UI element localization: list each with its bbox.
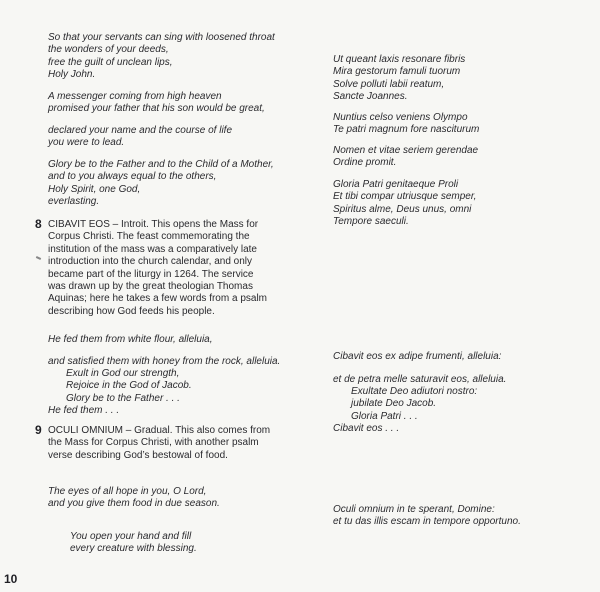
text-line: Ut queant laxis resonare fibris xyxy=(333,54,466,65)
cibavit-english-repeat xyxy=(48,405,119,417)
oculi-english-stanza-1 xyxy=(48,486,220,511)
text-line: You open your hand and fill xyxy=(70,531,192,542)
text-line: everlasting. xyxy=(48,196,100,208)
text-line: became part of the liturgy in 1264. The service xyxy=(48,268,254,280)
text-line: Aquinas; here he takes a few words from a psalm xyxy=(48,293,267,305)
text-line: every creature with blessing. xyxy=(70,543,197,555)
track-8-description xyxy=(48,219,267,318)
oculi-latin-stanza-1 xyxy=(333,504,521,529)
track-number-9: 9 xyxy=(35,423,42,437)
hymn-english-stanza-2 xyxy=(48,91,265,116)
hymn-latin-stanza-1 xyxy=(333,54,465,104)
text-line: He fed them . . . xyxy=(48,405,120,416)
text-line: He fed them from white flour, alleluia, xyxy=(48,334,213,345)
text-line: Cibavit eos . . . xyxy=(333,423,400,434)
text-line: A messenger coming from high heaven xyxy=(48,91,222,102)
hymn-latin-stanza-4 xyxy=(333,179,476,229)
text-line: Exultate Deo adiutori nostro: xyxy=(351,386,478,397)
text-line: the Mass for Corpus Christi, with another psalm xyxy=(48,437,259,449)
text-line: Oculi omnium in te sperant, Domine: xyxy=(333,504,495,515)
cibavit-english-line-1 xyxy=(48,334,213,346)
text-line: et tu das illis escam in tempore opportuno. xyxy=(333,516,521,528)
track-number-8: 8 xyxy=(35,217,42,231)
text-line: Solve polluti labii reatum, xyxy=(333,78,445,90)
text-line: Mira gestorum famuli tuorum xyxy=(333,66,461,78)
text-line: and satisfied them with honey from the rock, alleluia. xyxy=(48,356,281,367)
text-line: describing how God feeds his people. xyxy=(48,305,215,317)
text-line: declared your name and the course of life xyxy=(48,125,232,136)
hymn-english-stanza-4 xyxy=(48,159,274,209)
text-line: and to you always equal to the others, xyxy=(48,171,217,183)
text-line: Holy John. xyxy=(48,69,96,81)
text-line: Glory be to the Father . . . xyxy=(66,392,180,404)
text-line: jubilate Deo Jacob. xyxy=(351,398,437,410)
text-line: Et tibi compar utriusque semper, xyxy=(333,191,477,203)
text-line: Cibavit eos ex adipe frumenti, alleluia: xyxy=(333,351,502,362)
text-line: introduction into the church calendar, and only xyxy=(48,256,253,268)
text-line: Tempore saeculi. xyxy=(333,216,409,228)
hymn-english-stanza-1 xyxy=(48,32,275,82)
text-line: Nomen et vitae seriem gerendae xyxy=(333,145,479,156)
text-line: So that your servants can sing with loosened throat xyxy=(48,32,275,43)
text-line: verse describing God’s bestowal of food. xyxy=(48,449,228,461)
track-9-description xyxy=(48,425,270,462)
text-line: Ordine promit. xyxy=(333,157,397,169)
text-line: CIBAVIT EOS – Introit. This opens the Mass for xyxy=(48,219,259,230)
text-line: Spiritus alme, Deus unus, omni xyxy=(333,203,472,215)
text-line: Holy Spirit, one God, xyxy=(48,183,141,195)
text-line: OCULI OMNIUM – Gradual. This also comes from xyxy=(48,425,271,436)
text-line: Rejoice in the God of Jacob. xyxy=(66,380,192,392)
text-line: free the guilt of unclean lips, xyxy=(48,56,173,68)
cibavit-latin-line-2 xyxy=(333,374,506,386)
text-line: et de petra melle saturavit eos, alleluia. xyxy=(333,374,507,385)
oculi-english-stanza-2 xyxy=(48,531,197,556)
cibavit-latin-repeat xyxy=(333,423,399,435)
cibavit-english-line-2 xyxy=(48,356,280,368)
text-line: promised your father that his son would be great, xyxy=(48,103,265,115)
hymn-latin-stanza-3 xyxy=(333,145,478,170)
cibavit-english-verse xyxy=(48,368,192,405)
margin-mark xyxy=(36,256,41,260)
text-line: Gloria Patri . . . xyxy=(351,410,418,422)
text-line: institution of the mass was a comparatively late xyxy=(48,243,257,255)
text-line: The eyes of all hope in you, O Lord, xyxy=(48,486,207,497)
text-line: Glory be to the Father and to the Child of a Mother, xyxy=(48,159,274,170)
hymn-english-stanza-3 xyxy=(48,125,232,150)
text-line: Corpus Christi. The feast commemorating the xyxy=(48,231,250,243)
text-line: you were to lead. xyxy=(48,137,125,149)
cibavit-latin-line-1 xyxy=(333,351,501,363)
text-line: was drawn up by the great theologian Thomas xyxy=(48,281,253,293)
text-line: Nuntius celso veniens Olympo xyxy=(333,112,468,123)
text-line: Te patri magnum fore nasciturum xyxy=(333,124,480,136)
cibavit-latin-verse xyxy=(333,386,477,423)
text-line: the wonders of your deeds, xyxy=(48,44,169,56)
page-number: 10 xyxy=(4,572,18,586)
text-line: and you give them food in due season. xyxy=(48,498,220,510)
hymn-latin-stanza-2 xyxy=(333,112,479,137)
text-line: Exult in God our strength, xyxy=(66,368,180,379)
text-line: Gloria Patri genitaeque Proli xyxy=(333,179,459,190)
text-line: Sancte Joannes. xyxy=(333,91,408,103)
